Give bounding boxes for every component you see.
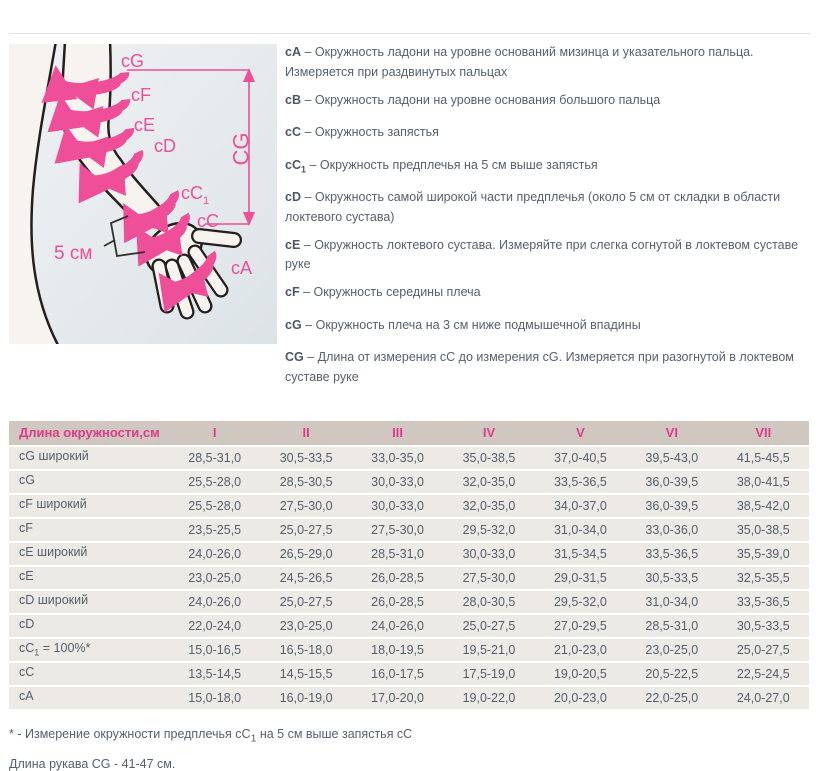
row-label: cG широкий (9, 447, 169, 469)
table-cell: 15,0-16,5 (169, 639, 260, 661)
table-cell: 30,5-33,5 (626, 567, 717, 589)
table-cell: 23,0-25,0 (260, 615, 351, 637)
diagram-label-ca: cA (231, 258, 253, 278)
row-label: cE широкий (9, 543, 169, 565)
diagram-label-cc: cC (197, 211, 219, 231)
table-cell: 27,5-30,0 (260, 495, 351, 517)
table-row (9, 543, 809, 565)
size-column-header: VII (718, 421, 809, 445)
table-cell: 30,5-33,5 (718, 615, 809, 637)
table-cell: 22,5-24,5 (718, 663, 809, 685)
table-cell: 24,0-27,0 (718, 687, 809, 709)
diagram-label-cd: cD (154, 136, 176, 156)
table-cell: 27,5-30,0 (352, 519, 443, 541)
table-cell: 33,0-36,0 (626, 519, 717, 541)
table-cell: 33,5-36,5 (718, 591, 809, 613)
table-cell: 32,0-35,0 (443, 471, 534, 493)
row-label: cF широкий (9, 495, 169, 517)
table-cell: 17,0-20,0 (352, 687, 443, 709)
table-cell: 13,5-14,5 (169, 663, 260, 685)
diagram-label-5cm: 5 см (54, 243, 93, 264)
table-cell: 29,5-32,0 (535, 591, 626, 613)
table-row (9, 471, 809, 493)
table-cell: 16,5-18,0 (260, 639, 351, 661)
table-cell: 21,0-23,0 (535, 639, 626, 661)
diagram-label-ce: cE (134, 115, 156, 135)
size-column-header: VI (626, 421, 717, 445)
measurement-description: cE – Окружность локтевого сустава. Измеряйте при слегка согнутой в локтевом суставе руке (285, 237, 799, 271)
table-corner-header: Длина окружности,см (9, 421, 169, 445)
table-cell: 36,0-39,5 (626, 471, 717, 493)
arm-diagram-svg (9, 44, 277, 344)
table-cell: 14,5-15,5 (260, 663, 351, 685)
table-cell: 25,5-28,0 (169, 495, 260, 517)
table-cell: 22,0-24,0 (169, 615, 260, 637)
size-column-header: IV (443, 421, 534, 445)
diagram-label-cc1: $cC_1$ (181, 183, 210, 207)
size-column-header: V (535, 421, 626, 445)
table-cell: 37,0-40,5 (535, 447, 626, 469)
table-cell: 26,0-28,5 (352, 567, 443, 589)
table-cell: 24,0-26,0 (352, 615, 443, 637)
table-cell: 24,5-26,5 (260, 567, 351, 589)
table-cell: 36,0-39,5 (626, 495, 717, 517)
table-cell: 20,0-23,0 (535, 687, 626, 709)
table-cell: 31,0-34,0 (626, 591, 717, 613)
table-cell: 33,5-36,5 (626, 543, 717, 565)
table-row (9, 663, 809, 685)
measurement-description: CG – Длина от измерения cC до измерения cG. Измеряется при разогнутой в локтевом суставе руке (285, 350, 794, 384)
table-cell: 16,0-19,0 (260, 687, 351, 709)
table-cell: 20,5-22,5 (626, 663, 717, 685)
table-cell: 29,0-31,5 (535, 567, 626, 589)
table-cell: 28,5-31,0 (352, 543, 443, 565)
table-cell: 23,0-25,0 (169, 567, 260, 589)
measurement-description: cA – Окружность ладони на уровне оснований мизинца и указательного пальца. Измеряется при раздвинутых пальцах (285, 45, 754, 79)
table-cell: 27,0-29,5 (535, 615, 626, 637)
size-column-header: II (260, 421, 351, 445)
size-table-body (9, 447, 809, 709)
table-cell: 23,5-25,5 (169, 519, 260, 541)
table-cell: 23,0-25,0 (626, 639, 717, 661)
table-cell: 33,5-36,5 (535, 471, 626, 493)
table-cell: 29,5-32,0 (443, 519, 534, 541)
table-cell: 27,5-30,0 (443, 567, 534, 589)
table-cell: 24,0-26,0 (169, 591, 260, 613)
table-cell: 33,0-35,0 (352, 447, 443, 469)
table-cell: 35,5-39,0 (718, 543, 809, 565)
measurement-descriptions (285, 44, 810, 398)
main-content (9, 44, 810, 398)
table-cell: 31,5-34,5 (535, 543, 626, 565)
row-label: cE (9, 567, 169, 589)
table-cell: 25,5-28,0 (169, 471, 260, 493)
table-cell: 19,0-20,5 (535, 663, 626, 685)
measurement-description: $cC_1$ – Окружность предплечья на 5 см выше запястья (285, 157, 598, 174)
table-cell: 34,0-37,0 (535, 495, 626, 517)
row-label: cG (9, 471, 169, 493)
size-column-header: III (352, 421, 443, 445)
table-cell: 17,5-19,0 (443, 663, 534, 685)
measurement-description: cB – Окружность ладони на уровне основания большого пальца (285, 92, 661, 107)
table-row (9, 567, 809, 589)
table-cell: 28,5-31,0 (169, 447, 260, 469)
row-label: $cC_1 = 100\%*$ (9, 639, 169, 661)
table-cell: 28,5-30,5 (260, 471, 351, 493)
table-cell: 30,0-33,0 (443, 543, 534, 565)
table-row (9, 687, 809, 709)
table-cell: 28,0-30,5 (443, 591, 534, 613)
table-cell: 19,5-21,0 (443, 639, 534, 661)
sleeve-length-note: Длина рукава CG - 41-47 см. (9, 757, 176, 771)
measurement-description: cG – Окружность плеча на 3 см ниже подмышечной впадины (285, 317, 641, 332)
table-cell: 32,5-35,5 (718, 567, 809, 589)
table-cell: 31,0-34,0 (535, 519, 626, 541)
table-row (9, 639, 809, 661)
size-column-header: I (169, 421, 260, 445)
table-row (9, 615, 809, 637)
row-label: cD широкий (9, 591, 169, 613)
top-divider (9, 33, 810, 34)
row-label: cF (9, 519, 169, 541)
table-cell: 22,0-25,0 (626, 687, 717, 709)
table-cell: 24,0-26,0 (169, 543, 260, 565)
measurement-description: cC – Окружность запястья (285, 125, 439, 139)
measurement-description: cD – Окружность самой широкой части предплечья (около 5 см от складки в области локтевого сустава) (285, 190, 781, 224)
arm-measurement-diagram (9, 44, 277, 344)
table-cell: 35,0-38,5 (718, 519, 809, 541)
table-cell: 38,5-42,0 (718, 495, 809, 517)
table-cell: 38,0-41,5 (718, 471, 809, 493)
table-cell: 41,5-45,5 (718, 447, 809, 469)
table-row (9, 447, 809, 469)
table-cell: 32,0-35,0 (443, 495, 534, 517)
row-label: cA (9, 687, 169, 709)
table-cell: 25,0-27,5 (443, 615, 534, 637)
table-header-row (9, 421, 809, 445)
table-cell: 25,0-27,5 (260, 519, 351, 541)
measurement-description: cF – Окружность середины плеча (285, 285, 481, 299)
table-cell: 25,0-27,5 (260, 591, 351, 613)
table-cell: 30,5-33,5 (260, 447, 351, 469)
table-cell: 39,5-43,0 (626, 447, 717, 469)
table-cell: 25,0-27,5 (718, 639, 809, 661)
table-cell: 26,0-28,5 (352, 591, 443, 613)
footnote-cc1: * - Измерение окружности предплечья $cC_1$ на 5 см выше запястья cC (9, 726, 413, 744)
table-cell: 16,0-17,5 (352, 663, 443, 685)
table-cell: 19,0-22,0 (443, 687, 534, 709)
table-cell: 30,0-33,0 (352, 495, 443, 517)
diagram-label-cg: cG (121, 51, 145, 71)
table-cell: 35,0-38,5 (443, 447, 534, 469)
row-label: cC (9, 663, 169, 685)
table-cell: 18,0-19,5 (352, 639, 443, 661)
table-cell: 15,0-18,0 (169, 687, 260, 709)
table-cell: 28,5-31,0 (626, 615, 717, 637)
table-row (9, 591, 809, 613)
table-cell: 26,5-29,0 (260, 543, 351, 565)
table-row (9, 519, 809, 541)
diagram-label-cf: cF (131, 85, 151, 105)
table-row (9, 495, 809, 517)
table-cell: 30,0-33,0 (352, 471, 443, 493)
diagram-label-cg-length: CG (228, 132, 254, 166)
row-label: cD (9, 615, 169, 637)
size-table (9, 419, 809, 711)
